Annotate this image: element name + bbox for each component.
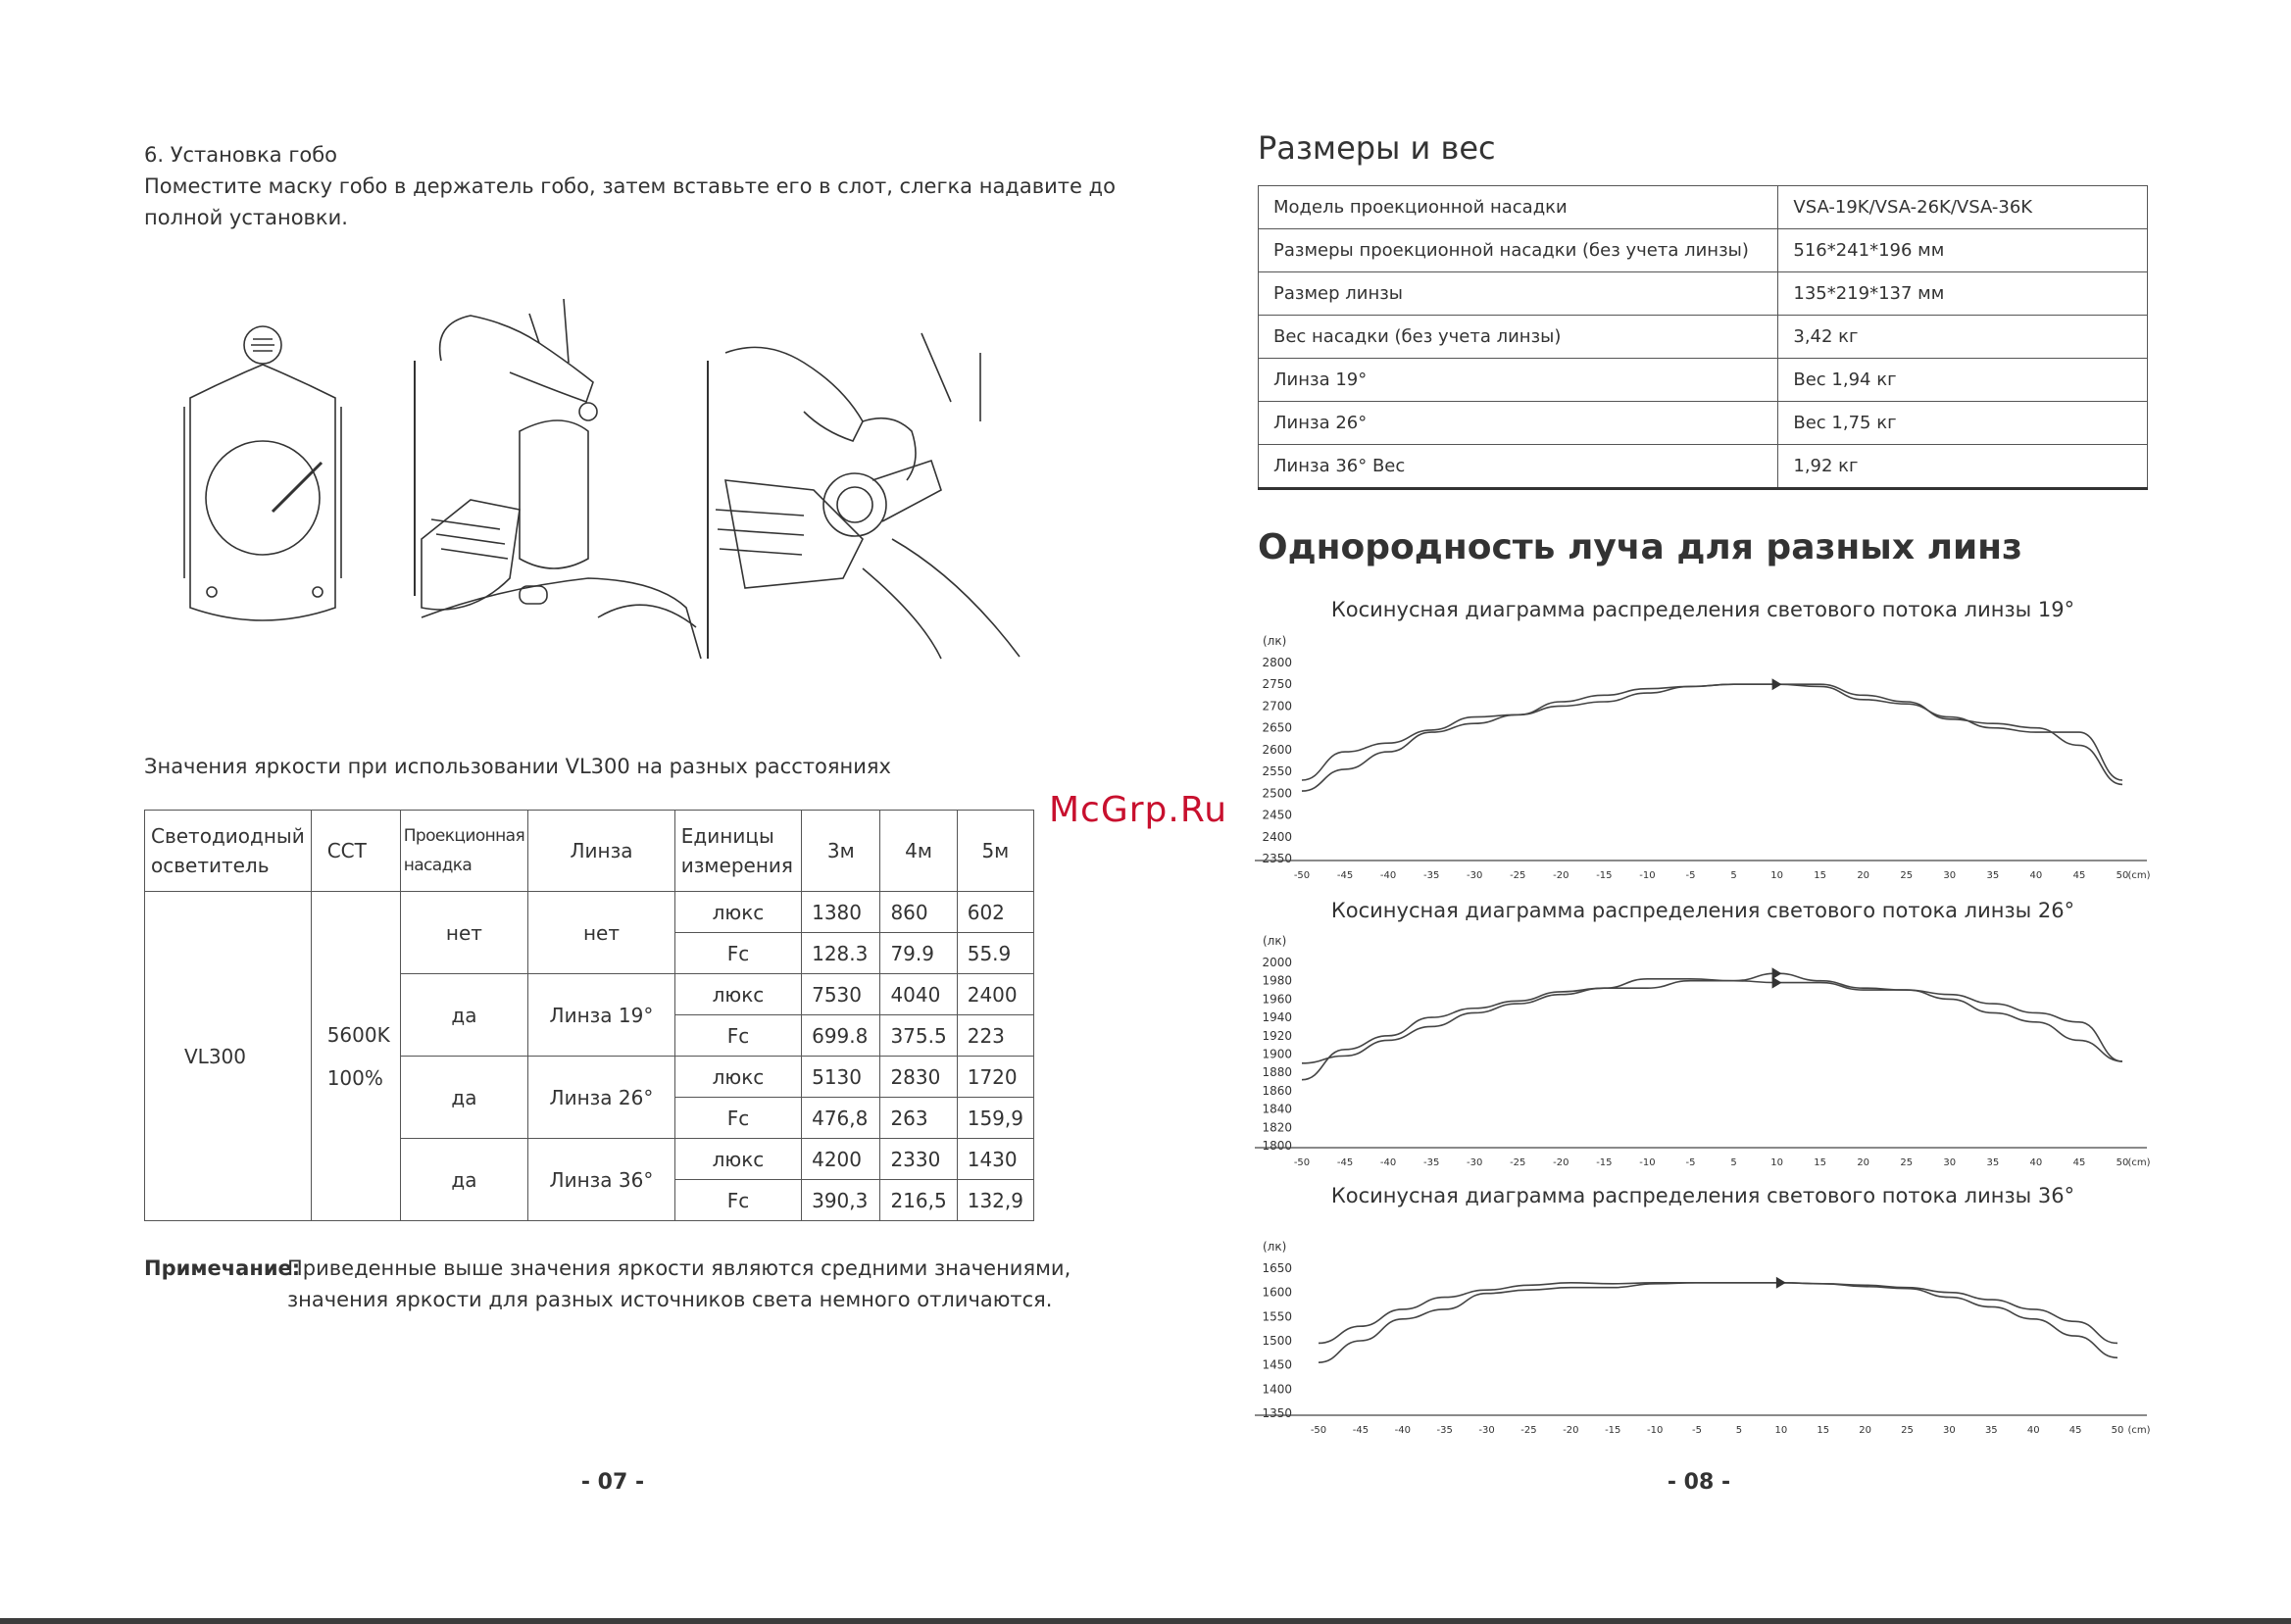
- header-lens: Линза: [528, 811, 675, 892]
- brightness-table: [144, 810, 1034, 1221]
- x-tick-label: 35: [1986, 1157, 2000, 1168]
- x-tick-label: -40: [1394, 1425, 1411, 1436]
- cell-value: 860: [880, 892, 957, 933]
- x-tick-label: 45: [2072, 870, 2086, 881]
- insertion-hand-drawing: [422, 299, 701, 659]
- x-tick-label: 25: [1901, 1425, 1914, 1436]
- y-tick-label: 1860: [1262, 1083, 1292, 1098]
- cell-value: 263: [880, 1098, 957, 1139]
- y-unit-label: (лк): [1263, 934, 1287, 948]
- note-line-2: значения яркости для разных источников света немного отличаются.: [287, 1288, 1053, 1311]
- x-unit-label: (cm): [2127, 1425, 2151, 1436]
- cell-nozzle: да: [400, 974, 527, 1057]
- x-unit-label: (cm): [2127, 870, 2151, 881]
- x-tick-label: -15: [1596, 870, 1613, 881]
- x-tick-label: -10: [1646, 1425, 1664, 1436]
- cell-unit: Fc: [674, 1180, 801, 1221]
- header-4m: 4м: [880, 811, 957, 892]
- cell-unit: люкс: [674, 974, 801, 1015]
- spec-label: Линза 26°: [1259, 402, 1778, 445]
- spec-value: Вес 1,75 кг: [1778, 402, 2148, 445]
- x-tick-label: 25: [1900, 1157, 1914, 1168]
- x-tick-label: -10: [1639, 870, 1656, 881]
- x-tick-label: -25: [1510, 870, 1526, 881]
- y-tick-label: 1500: [1262, 1334, 1292, 1348]
- x-tick-label: 50: [2116, 1157, 2129, 1168]
- x-tick-label: -5: [1685, 870, 1696, 881]
- x-tick-label: -45: [1336, 870, 1354, 881]
- cell-unit: люкс: [674, 1139, 801, 1180]
- uniformity-title: Однородность луча для разных линз: [1258, 527, 2022, 567]
- y-tick-label: 1600: [1262, 1285, 1292, 1300]
- x-tick-label: 20: [1857, 870, 1870, 881]
- spec-label: Модель проекционной насадки: [1259, 186, 1778, 229]
- page-number-right: - 08 -: [1667, 1470, 1731, 1495]
- x-tick-label: 40: [2029, 1157, 2043, 1168]
- cell-value: 128.3: [802, 933, 880, 974]
- gobo-holder-drawing: [184, 326, 341, 620]
- x-tick-label: 30: [1943, 870, 1957, 881]
- cell-value: 1720: [957, 1057, 1033, 1098]
- y-unit-label: (лк): [1263, 1240, 1287, 1254]
- cell-value: 5130: [802, 1057, 880, 1098]
- cell-value: 390,3: [802, 1180, 880, 1221]
- y-tick-label: 1960: [1262, 992, 1292, 1007]
- y-tick-label: 2600: [1262, 742, 1292, 757]
- header-5m: 5м: [957, 811, 1033, 892]
- note-line-1: Приведенные выше значения яркости являются средними значениями,: [287, 1256, 1071, 1280]
- header-units: Единицы измерения: [674, 811, 801, 892]
- x-tick-label: 5: [1730, 870, 1737, 881]
- table-row: [1259, 445, 2148, 489]
- header-cct: CCT: [311, 811, 400, 892]
- x-tick-label: 10: [1774, 1425, 1788, 1436]
- series-line-A: [1319, 1283, 2117, 1344]
- cell-value: 4040: [880, 974, 957, 1015]
- x-tick-label: 30: [1943, 1157, 1957, 1168]
- x-tick-label: 15: [1817, 1425, 1830, 1436]
- y-tick-label: 2350: [1262, 852, 1292, 865]
- x-tick-label: 10: [1770, 1157, 1783, 1168]
- y-tick-label: 2550: [1262, 764, 1292, 779]
- cell-value: 55.9: [957, 933, 1033, 974]
- chart-lens-26: [1245, 925, 2157, 1170]
- cell-value: 602: [957, 892, 1033, 933]
- cell-value: 476,8: [802, 1098, 880, 1139]
- x-tick-label: 35: [1986, 870, 2000, 881]
- x-tick-label: -25: [1510, 1157, 1526, 1168]
- x-tick-label: -35: [1436, 1425, 1453, 1436]
- spec-value: Вес 1,94 кг: [1778, 359, 2148, 402]
- peak-marker: [1776, 1277, 1786, 1289]
- table-header-row: [145, 811, 1034, 892]
- cell-value: 159,9: [957, 1098, 1033, 1139]
- cell-value: 216,5: [880, 1180, 957, 1221]
- header-nozzle: Проекционная насадка: [400, 811, 527, 892]
- x-tick-label: 20: [1859, 1425, 1871, 1436]
- table-row: [1259, 229, 2148, 272]
- cell-value: 2830: [880, 1057, 957, 1098]
- x-tick-label: 45: [2072, 1157, 2086, 1168]
- table-row: [1259, 402, 2148, 445]
- x-tick-label: -5: [1692, 1425, 1703, 1436]
- x-unit-label: (cm): [2127, 1157, 2151, 1168]
- y-tick-label: 2800: [1262, 656, 1292, 669]
- table-row: [1259, 359, 2148, 402]
- cell-value: 79.9: [880, 933, 957, 974]
- y-tick-label: 1650: [1262, 1261, 1292, 1275]
- watermark: McGrp.Ru: [1049, 790, 1228, 830]
- page-number-left: - 07 -: [580, 1470, 645, 1495]
- y-tick-label: 2000: [1262, 956, 1292, 969]
- cell-unit: Fc: [674, 1015, 801, 1057]
- cell-cct: 5600K 100%: [311, 892, 400, 1221]
- x-tick-label: 45: [2068, 1425, 2082, 1436]
- cell-lens: Линза 26°: [528, 1057, 675, 1139]
- x-tick-label: -5: [1685, 1157, 1696, 1168]
- cell-value: 1430: [957, 1139, 1033, 1180]
- x-tick-label: -25: [1520, 1425, 1537, 1436]
- cell-lens: Линза 19°: [528, 974, 675, 1057]
- table-row: [1259, 316, 2148, 359]
- x-tick-label: -30: [1467, 1157, 1483, 1168]
- x-tick-label: -50: [1293, 1157, 1311, 1168]
- cell-value: 4200: [802, 1139, 880, 1180]
- section-heading: 6. Установка гобо: [144, 143, 338, 167]
- x-tick-label: -40: [1379, 870, 1397, 881]
- x-tick-label: -20: [1553, 1157, 1569, 1168]
- y-tick-label: 1880: [1262, 1065, 1292, 1080]
- cell-nozzle: да: [400, 1139, 527, 1221]
- gobo-installation-illustration: [176, 294, 1020, 666]
- y-tick-label: 1920: [1262, 1028, 1292, 1043]
- x-tick-label: -15: [1605, 1425, 1621, 1436]
- series-line-B: [1302, 684, 2122, 791]
- x-tick-label: 10: [1770, 870, 1783, 881]
- chart-lens-36: [1245, 1229, 2157, 1445]
- spec-value: 135*219*137 мм: [1778, 272, 2148, 316]
- y-tick-label: 1940: [1262, 1010, 1292, 1025]
- y-tick-label: 1350: [1262, 1406, 1292, 1420]
- series-line-B: [1319, 1283, 2117, 1362]
- y-tick-label: 1840: [1262, 1102, 1292, 1116]
- y-tick-label: 2450: [1262, 808, 1292, 822]
- cell-value: 132,9: [957, 1180, 1033, 1221]
- y-tick-label: 1900: [1262, 1047, 1292, 1061]
- header-light: Светодиодный осветитель: [145, 811, 312, 892]
- y-tick-label: 1800: [1262, 1139, 1292, 1153]
- cell-lens: Линза 36°: [528, 1139, 675, 1221]
- x-tick-label: 15: [1814, 870, 1826, 881]
- y-tick-label: 2400: [1262, 829, 1292, 844]
- bottom-rule: [0, 1618, 2291, 1624]
- cell-unit: Fc: [674, 1098, 801, 1139]
- cell-nozzle: нет: [400, 892, 527, 974]
- spec-label: Линза 36° Вес: [1259, 445, 1778, 489]
- x-tick-label: 50: [2111, 1425, 2124, 1436]
- series-line-B: [1302, 981, 2122, 1063]
- brightness-table-caption: Значения яркости при использовании VL300 на разных расстояниях: [144, 755, 891, 778]
- cell-nozzle: да: [400, 1057, 527, 1139]
- cell-value: 1380: [802, 892, 880, 933]
- x-tick-label: -50: [1310, 1425, 1327, 1436]
- x-tick-label: -50: [1293, 870, 1311, 881]
- x-tick-label: -35: [1422, 1157, 1440, 1168]
- cell-value: 2400: [957, 974, 1033, 1015]
- y-tick-label: 1400: [1262, 1382, 1292, 1397]
- x-tick-label: 25: [1900, 870, 1914, 881]
- x-tick-label: -30: [1467, 870, 1483, 881]
- x-tick-label: -20: [1553, 870, 1569, 881]
- y-tick-label: 2650: [1262, 720, 1292, 735]
- x-tick-label: -30: [1478, 1425, 1495, 1436]
- spec-label: Размеры проекционной насадки (без учета линзы): [1259, 229, 1778, 272]
- y-tick-label: 2500: [1262, 786, 1292, 801]
- y-tick-label: 1550: [1262, 1309, 1292, 1324]
- chart-title-36: Косинусная диаграмма распределения светового потока линзы 36°: [1330, 1184, 2075, 1207]
- peak-marker: [1772, 678, 1782, 690]
- spec-value: VSA-19K/VSA-26K/VSA-36K: [1778, 186, 2148, 229]
- y-tick-label: 1980: [1262, 973, 1292, 988]
- spec-value: 1,92 кг: [1778, 445, 2148, 489]
- spec-label: Линза 19°: [1259, 359, 1778, 402]
- note-label: Примечание:: [144, 1256, 301, 1280]
- chart-title-19: Косинусная диаграмма распределения светового потока линзы 19°: [1330, 598, 2075, 621]
- cell-value: 223: [957, 1015, 1033, 1057]
- dimensions-title: Размеры и вес: [1258, 129, 1496, 167]
- y-tick-label: 2750: [1262, 677, 1292, 692]
- instruction-line-2: полной установки.: [144, 206, 348, 229]
- spec-label: Вес насадки (без учета линзы): [1259, 316, 1778, 359]
- spec-value: 516*241*196 мм: [1778, 229, 2148, 272]
- header-3m: 3м: [802, 811, 880, 892]
- y-tick-label: 1450: [1262, 1357, 1292, 1372]
- x-tick-label: -45: [1352, 1425, 1370, 1436]
- x-tick-label: -35: [1422, 870, 1440, 881]
- y-unit-label: (лк): [1263, 634, 1287, 648]
- x-tick-label: 15: [1814, 1157, 1826, 1168]
- x-tick-label: 40: [2026, 1425, 2040, 1436]
- x-tick-label: -15: [1596, 1157, 1613, 1168]
- x-tick-label: 20: [1857, 1157, 1870, 1168]
- x-tick-label: -20: [1563, 1425, 1579, 1436]
- x-tick-label: -10: [1639, 1157, 1656, 1168]
- cell-value: 375.5: [880, 1015, 957, 1057]
- spec-value: 3,42 кг: [1778, 316, 2148, 359]
- table-row: [145, 892, 1034, 933]
- instruction-line-1: Поместите маску гобо в держатель гобо, затем вставьте его в слот, слегка надавите до: [144, 174, 1116, 198]
- cell-value: 2330: [880, 1139, 957, 1180]
- x-tick-label: 50: [2116, 870, 2129, 881]
- chart-title-26: Косинусная диаграмма распределения светового потока линзы 26°: [1330, 899, 2075, 922]
- pressing-hand-drawing: [716, 333, 1020, 659]
- x-tick-label: 40: [2029, 870, 2043, 881]
- cell-lens: нет: [528, 892, 675, 974]
- spec-label: Размер линзы: [1259, 272, 1778, 316]
- spec-table: [1258, 185, 2148, 490]
- x-tick-label: 30: [1943, 1425, 1956, 1436]
- x-tick-label: -40: [1379, 1157, 1397, 1168]
- cell-value: 7530: [802, 974, 880, 1015]
- cell-unit: люкс: [674, 1057, 801, 1098]
- peak-marker: [1772, 967, 1782, 979]
- chart-lens-19: [1245, 623, 2157, 881]
- cell-unit: Fc: [674, 933, 801, 974]
- x-tick-label: -45: [1336, 1157, 1354, 1168]
- peak-marker: [1772, 977, 1782, 989]
- cell-value: 699.8: [802, 1015, 880, 1057]
- cell-unit: люкс: [674, 892, 801, 933]
- x-tick-label: 35: [1984, 1425, 1998, 1436]
- y-tick-label: 1820: [1262, 1120, 1292, 1135]
- cell-light: VL300: [145, 892, 312, 1221]
- y-tick-label: 2700: [1262, 699, 1292, 714]
- x-tick-label: 5: [1730, 1157, 1737, 1168]
- table-row: [1259, 186, 2148, 229]
- x-tick-label: 5: [1735, 1425, 1743, 1436]
- table-row: [1259, 272, 2148, 316]
